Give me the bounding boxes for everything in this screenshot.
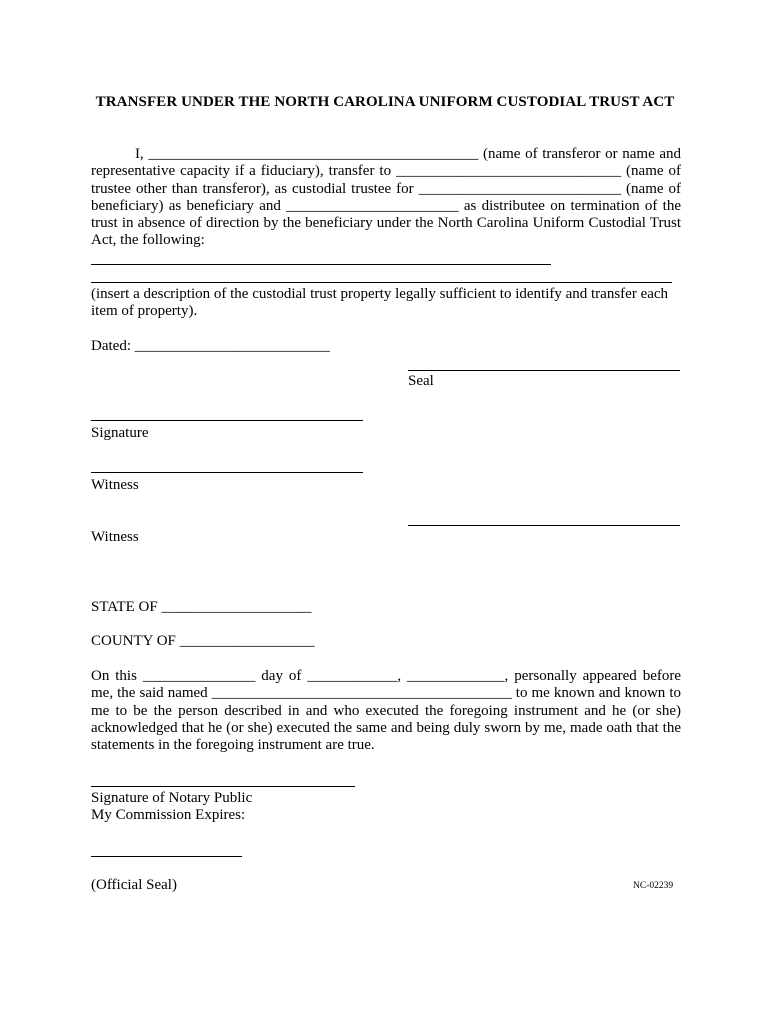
dated-field: Dated: __________________________: [91, 338, 330, 354]
notary-paragraph: On this _______________ day of ____________, _____________, personally appeared before me, the said named ________________________________________ to me known and known to me to be the person described in and who executed the foregoing instrument and he (or she) acknowledged that he (or she) executed the same and being duly sworn by me, made oath that the statements in the foregoing instrument are true.: [91, 668, 681, 754]
witness-label-2: Witness: [91, 529, 139, 545]
commission-expires-label: My Commission Expires:: [91, 807, 246, 823]
county-field: COUNTY OF __________________: [91, 633, 315, 649]
witness-line-2: [408, 525, 680, 526]
official-seal-label: (Official Seal): [91, 877, 177, 893]
property-instruction: (insert a description of the custodial trust property legally sufficient to identify and transfer each item of property).: [91, 286, 669, 320]
witness-line-1: [91, 472, 363, 473]
signature-line: [91, 420, 363, 421]
notary-signature-label: Signature of Notary Public: [91, 790, 253, 806]
property-line-2: [91, 282, 672, 283]
witness-label-1: Witness: [91, 477, 139, 493]
seal-signature-line: [408, 370, 680, 371]
document-title: TRANSFER UNDER THE NORTH CAROLINA UNIFORM CUSTODIAL TRUST ACT: [95, 94, 675, 110]
signature-label: Signature: [91, 425, 149, 441]
state-field: STATE OF ____________________: [91, 599, 312, 615]
property-line-1: [91, 264, 551, 265]
commission-date-line: [91, 856, 242, 857]
form-code: NC-02239: [633, 881, 674, 891]
seal-label: Seal: [408, 373, 434, 389]
transfer-paragraph: I, ____________________________________________ (name of transferor or name and representative capacity if a fiduciary), transfer to ______________________________ (name of trustee other than transferor), as custodial trustee for ___________________________ (name of beneficiary) as beneficiary and _______________________ as distributee on termination of the trust in absence of direction by the beneficiary under the North Carolina Uniform Custodial Trust Act, the following:: [91, 146, 681, 249]
notary-signature-line: [91, 786, 355, 787]
